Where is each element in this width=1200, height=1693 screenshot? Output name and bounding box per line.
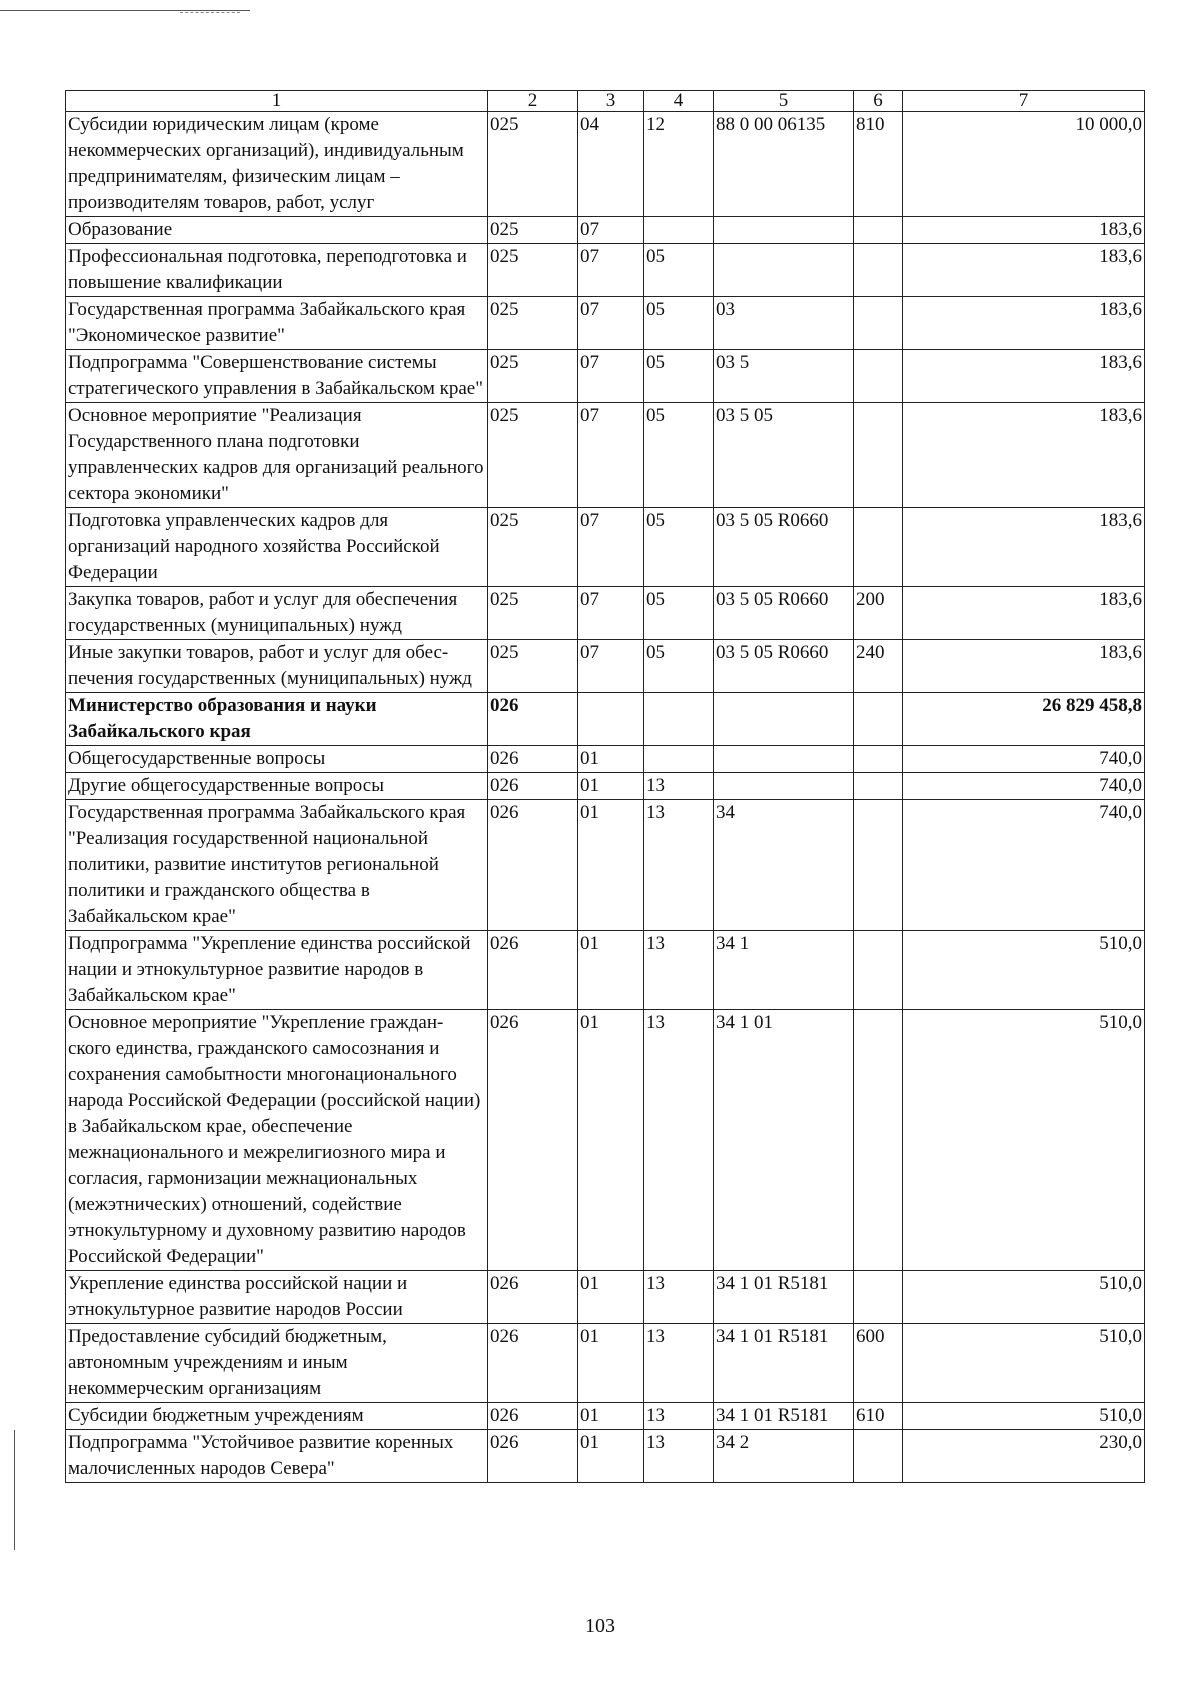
cell-section bbox=[578, 693, 644, 746]
cell-subsection: 05 bbox=[644, 640, 714, 693]
cell-section: 07 bbox=[578, 297, 644, 350]
cell-amount: 183,6 bbox=[903, 587, 1145, 640]
table-row bbox=[66, 508, 1145, 587]
cell-section: 07 bbox=[578, 587, 644, 640]
cell-target-article: 34 1 01 R5181 bbox=[714, 1403, 854, 1430]
cell-name: Общегосударственные вопросы bbox=[66, 746, 488, 773]
cell-subsection: 05 bbox=[644, 350, 714, 403]
cell-admin-code: 026 bbox=[488, 746, 578, 773]
cell-target-article: 03 bbox=[714, 297, 854, 350]
cell-amount: 510,0 bbox=[903, 1010, 1145, 1271]
cell-expense-type bbox=[854, 350, 903, 403]
cell-subsection: 13 bbox=[644, 800, 714, 931]
cell-amount: 510,0 bbox=[903, 931, 1145, 1010]
cell-section: 04 bbox=[578, 112, 644, 217]
cell-amount: 183,6 bbox=[903, 350, 1145, 403]
cell-name: Основное мероприятие "Реализация Государственного плана подготовки управленческих кадров для организаций реального сектора экономики" bbox=[66, 403, 488, 508]
cell-name: Подпрограмма "Укрепление единства российской нации и этнокультурное развитие народов в Забайкальском крае" bbox=[66, 931, 488, 1010]
table-header-row bbox=[66, 91, 1145, 112]
cell-admin-code: 025 bbox=[488, 112, 578, 217]
cell-admin-code: 025 bbox=[488, 640, 578, 693]
cell-subsection: 05 bbox=[644, 244, 714, 297]
scan-artifact-dash bbox=[180, 12, 240, 13]
cell-amount: 183,6 bbox=[903, 217, 1145, 244]
cell-expense-type: 200 bbox=[854, 587, 903, 640]
cell-expense-type bbox=[854, 1271, 903, 1324]
cell-target-article: 34 1 01 R5181 bbox=[714, 1324, 854, 1403]
table-row bbox=[66, 773, 1145, 800]
cell-admin-code: 025 bbox=[488, 244, 578, 297]
cell-name: Основное мероприятие "Укрепление граждан- ского единства, гражданского самосознания и сохранения самобытности многонационального народа Российской Федерации (российской нации) в Забайкальском крае, обеспечение межнационального и межрелигиозного мира и согласия, гармонизации межнациональных (межэтнических) отношений, содействие этнокультурному и духовному развитию народов Российской Федерации" bbox=[66, 1010, 488, 1271]
cell-target-article: 03 5 05 R0660 bbox=[714, 587, 854, 640]
cell-admin-code: 025 bbox=[488, 217, 578, 244]
cell-name: Подпрограмма "Совершенствование системы стратегического управления в Забайкальском крае" bbox=[66, 350, 488, 403]
cell-admin-code: 026 bbox=[488, 1403, 578, 1430]
cell-expense-type bbox=[854, 800, 903, 931]
budget-table bbox=[65, 90, 1145, 1483]
table-row bbox=[66, 1010, 1145, 1271]
cell-section: 07 bbox=[578, 640, 644, 693]
cell-amount: 26 829 458,8 bbox=[903, 693, 1145, 746]
cell-expense-type: 810 bbox=[854, 112, 903, 217]
cell-section: 07 bbox=[578, 403, 644, 508]
header-col-6: 6 bbox=[854, 91, 903, 112]
cell-subsection bbox=[644, 746, 714, 773]
cell-subsection: 13 bbox=[644, 773, 714, 800]
cell-admin-code: 025 bbox=[488, 403, 578, 508]
cell-name: Подготовка управленческих кадров для организаций народного хозяйства Российской Федерации bbox=[66, 508, 488, 587]
cell-target-article: 34 1 01 bbox=[714, 1010, 854, 1271]
cell-subsection bbox=[644, 693, 714, 746]
cell-admin-code: 026 bbox=[488, 931, 578, 1010]
cell-section: 01 bbox=[578, 1271, 644, 1324]
cell-name: Предоставление субсидий бюджетным, автономным учреждениям и иным некоммерческим организациям bbox=[66, 1324, 488, 1403]
cell-expense-type bbox=[854, 403, 903, 508]
cell-subsection: 12 bbox=[644, 112, 714, 217]
cell-subsection: 13 bbox=[644, 1271, 714, 1324]
cell-target-article: 88 0 00 06135 bbox=[714, 112, 854, 217]
cell-expense-type bbox=[854, 508, 903, 587]
cell-subsection: 05 bbox=[644, 403, 714, 508]
cell-amount: 740,0 bbox=[903, 746, 1145, 773]
table-row bbox=[66, 244, 1145, 297]
cell-admin-code: 025 bbox=[488, 350, 578, 403]
table-row bbox=[66, 746, 1145, 773]
cell-section: 01 bbox=[578, 931, 644, 1010]
table-row bbox=[66, 1403, 1145, 1430]
cell-name: Субсидии юридическим лицам (кроме некоммерческих организаций), индивидуальным предпринимателям, физическим лицам – производителям товаров, работ, услуг bbox=[66, 112, 488, 217]
cell-name: Министерство образования и науки Забайкальского края bbox=[66, 693, 488, 746]
cell-expense-type: 610 bbox=[854, 1403, 903, 1430]
cell-name: Другие общегосударственные вопросы bbox=[66, 773, 488, 800]
header-col-1: 1 bbox=[66, 91, 488, 112]
cell-section: 01 bbox=[578, 1010, 644, 1271]
cell-admin-code: 026 bbox=[488, 800, 578, 931]
cell-subsection: 13 bbox=[644, 1010, 714, 1271]
cell-target-article: 34 bbox=[714, 800, 854, 931]
cell-expense-type bbox=[854, 1010, 903, 1271]
cell-section: 07 bbox=[578, 244, 644, 297]
table-row bbox=[66, 297, 1145, 350]
cell-admin-code: 026 bbox=[488, 1010, 578, 1271]
cell-name: Закупка товаров, работ и услуг для обеспечения государственных (муниципальных) нужд bbox=[66, 587, 488, 640]
cell-expense-type bbox=[854, 244, 903, 297]
cell-amount: 183,6 bbox=[903, 297, 1145, 350]
cell-name: Государственная программа Забайкальского края "Реализация государственной национальной политики, развитие институтов региональной политики и гражданского общества в Забайкальском крае" bbox=[66, 800, 488, 931]
cell-section: 07 bbox=[578, 217, 644, 244]
cell-expense-type bbox=[854, 931, 903, 1010]
cell-subsection: 05 bbox=[644, 508, 714, 587]
budget-table-container bbox=[65, 90, 1144, 1483]
cell-expense-type bbox=[854, 1430, 903, 1483]
cell-admin-code: 026 bbox=[488, 1430, 578, 1483]
cell-admin-code: 026 bbox=[488, 1271, 578, 1324]
cell-expense-type bbox=[854, 693, 903, 746]
cell-expense-type bbox=[854, 746, 903, 773]
cell-name: Подпрограмма "Устойчивое развитие коренных малочисленных народов Севера" bbox=[66, 1430, 488, 1483]
cell-target-article: 34 1 01 R5181 bbox=[714, 1271, 854, 1324]
cell-expense-type: 240 bbox=[854, 640, 903, 693]
cell-name: Укрепление единства российской нации и этнокультурное развитие народов России bbox=[66, 1271, 488, 1324]
cell-amount: 740,0 bbox=[903, 800, 1145, 931]
cell-expense-type bbox=[854, 773, 903, 800]
cell-admin-code: 025 bbox=[488, 297, 578, 350]
cell-section: 01 bbox=[578, 1324, 644, 1403]
cell-amount: 230,0 bbox=[903, 1430, 1145, 1483]
cell-subsection: 13 bbox=[644, 931, 714, 1010]
cell-target-article bbox=[714, 217, 854, 244]
cell-admin-code: 025 bbox=[488, 508, 578, 587]
cell-section: 07 bbox=[578, 508, 644, 587]
table-row bbox=[66, 217, 1145, 244]
cell-name: Иные закупки товаров, работ и услуг для обес- печения государственных (муниципальных) нужд bbox=[66, 640, 488, 693]
cell-admin-code: 026 bbox=[488, 1324, 578, 1403]
table-row bbox=[66, 693, 1145, 746]
table-row bbox=[66, 1324, 1145, 1403]
cell-target-article bbox=[714, 244, 854, 297]
cell-section: 01 bbox=[578, 746, 644, 773]
cell-target-article bbox=[714, 773, 854, 800]
cell-amount: 183,6 bbox=[903, 508, 1145, 587]
cell-target-article: 03 5 05 R0660 bbox=[714, 508, 854, 587]
table-row bbox=[66, 800, 1145, 931]
cell-target-article bbox=[714, 746, 854, 773]
cell-subsection: 05 bbox=[644, 587, 714, 640]
cell-expense-type: 600 bbox=[854, 1324, 903, 1403]
cell-amount: 183,6 bbox=[903, 244, 1145, 297]
page-number: 103 bbox=[585, 1615, 615, 1637]
cell-name: Государственная программа Забайкальского края "Экономическое развитие" bbox=[66, 297, 488, 350]
header-col-5: 5 bbox=[714, 91, 854, 112]
cell-amount: 10 000,0 bbox=[903, 112, 1145, 217]
cell-target-article bbox=[714, 693, 854, 746]
cell-section: 01 bbox=[578, 1430, 644, 1483]
table-row bbox=[66, 1430, 1145, 1483]
header-col-7: 7 bbox=[903, 91, 1145, 112]
cell-target-article: 03 5 05 R0660 bbox=[714, 640, 854, 693]
table-row bbox=[66, 350, 1145, 403]
cell-subsection: 13 bbox=[644, 1430, 714, 1483]
cell-name: Профессиональная подготовка, переподготовка и повышение квалификации bbox=[66, 244, 488, 297]
cell-section: 01 bbox=[578, 800, 644, 931]
scan-artifact-margin-line bbox=[14, 1430, 15, 1550]
cell-name: Субсидии бюджетным учреждениям bbox=[66, 1403, 488, 1430]
cell-section: 01 bbox=[578, 1403, 644, 1430]
header-col-2: 2 bbox=[488, 91, 578, 112]
cell-admin-code: 026 bbox=[488, 773, 578, 800]
cell-section: 07 bbox=[578, 350, 644, 403]
header-col-4: 4 bbox=[644, 91, 714, 112]
cell-amount: 510,0 bbox=[903, 1271, 1145, 1324]
scan-artifact-line bbox=[0, 10, 250, 11]
table-row bbox=[66, 640, 1145, 693]
cell-amount: 183,6 bbox=[903, 640, 1145, 693]
cell-admin-code: 025 bbox=[488, 587, 578, 640]
cell-target-article: 34 2 bbox=[714, 1430, 854, 1483]
table-row bbox=[66, 1271, 1145, 1324]
cell-subsection: 13 bbox=[644, 1403, 714, 1430]
table-row bbox=[66, 931, 1145, 1010]
cell-amount: 510,0 bbox=[903, 1324, 1145, 1403]
header-col-3: 3 bbox=[578, 91, 644, 112]
cell-amount: 740,0 bbox=[903, 773, 1145, 800]
table-row bbox=[66, 112, 1145, 217]
cell-subsection: 13 bbox=[644, 1324, 714, 1403]
cell-target-article: 03 5 05 bbox=[714, 403, 854, 508]
cell-expense-type bbox=[854, 217, 903, 244]
cell-amount: 183,6 bbox=[903, 403, 1145, 508]
cell-target-article: 03 5 bbox=[714, 350, 854, 403]
cell-section: 01 bbox=[578, 773, 644, 800]
cell-subsection: 05 bbox=[644, 297, 714, 350]
cell-expense-type bbox=[854, 297, 903, 350]
cell-subsection bbox=[644, 217, 714, 244]
cell-name: Образование bbox=[66, 217, 488, 244]
table-row bbox=[66, 587, 1145, 640]
table-row bbox=[66, 403, 1145, 508]
cell-admin-code: 026 bbox=[488, 693, 578, 746]
cell-target-article: 34 1 bbox=[714, 931, 854, 1010]
table-body bbox=[66, 112, 1145, 1483]
cell-amount: 510,0 bbox=[903, 1403, 1145, 1430]
